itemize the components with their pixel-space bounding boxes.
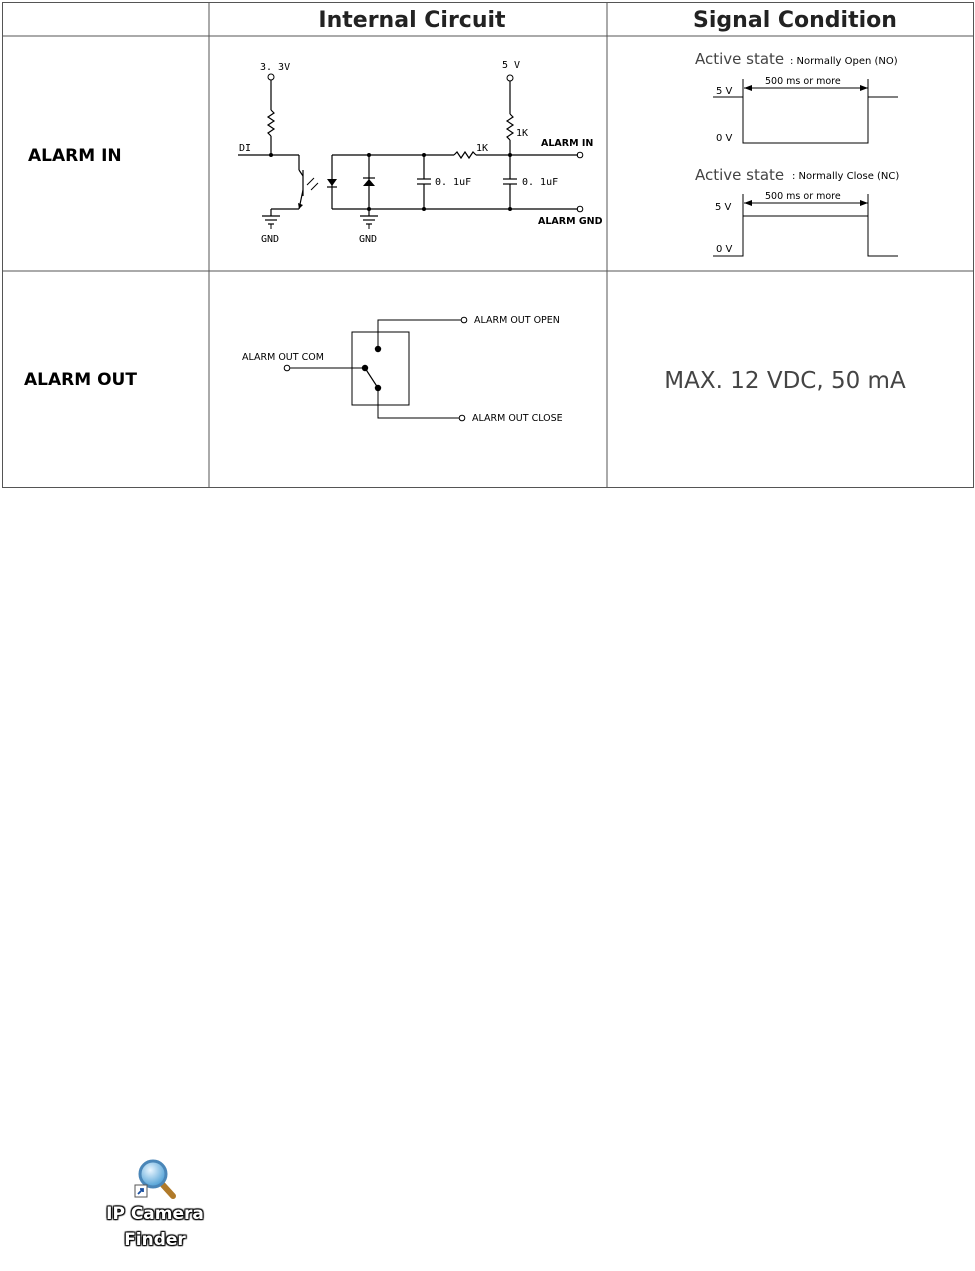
label-alarm-out-com: ALARM OUT COM <box>242 352 324 363</box>
row-label-alarm-in: ALARM IN <box>28 146 122 166</box>
volt-low-no: 0 V <box>716 133 733 144</box>
label-1k-series: 1K <box>476 143 489 154</box>
duration-nc: 500 ms or more <box>765 191 841 202</box>
ip-camera-finder-shortcut[interactable] <box>100 1155 210 1255</box>
label-alarm-out-open: ALARM OUT OPEN <box>474 315 560 326</box>
shortcut-label-line-2: Finder <box>124 1230 186 1250</box>
state-title-nc: Active state <box>695 166 785 184</box>
magnifier-shortcut-icon <box>131 1155 179 1203</box>
alarm-out-circuit-diagram <box>242 315 563 424</box>
header-internal-circuit: Internal Circuit <box>318 8 506 33</box>
duration-no: 500 ms or more <box>765 76 841 87</box>
signal-normally-close <box>695 166 899 256</box>
label-cap-1: 0. 1uF <box>435 177 472 188</box>
alarm-in-circuit-diagram <box>238 60 603 245</box>
label-alarm-gnd-terminal: ALARM GND <box>538 216 603 227</box>
label-gnd-1: GND <box>261 234 280 245</box>
state-mode-nc: : Normally Close (NC) <box>792 171 900 182</box>
label-cap-2: 0. 1uF <box>522 177 559 188</box>
signal-normally-open <box>695 50 898 144</box>
label-gnd-2: GND <box>359 234 378 245</box>
label-3v3: 3. 3V <box>260 62 291 73</box>
volt-low-nc: 0 V <box>716 244 733 255</box>
label-di: DI <box>239 143 252 154</box>
row-label-alarm-out: ALARM OUT <box>24 370 137 390</box>
label-1k-pullup: 1K <box>516 128 529 139</box>
alarm-spec-table <box>2 2 974 488</box>
shortcut-label-line-1: IP Camera <box>106 1204 204 1224</box>
state-mode-no: : Normally Open (NO) <box>790 56 898 67</box>
volt-high-no: 5 V <box>716 86 733 97</box>
label-alarm-in-terminal: ALARM IN <box>541 138 594 149</box>
label-5v: 5 V <box>502 60 521 71</box>
state-title-no: Active state <box>695 50 785 68</box>
header-signal-condition: Signal Condition <box>693 8 897 33</box>
volt-high-nc: 5 V <box>715 202 732 213</box>
label-alarm-out-close: ALARM OUT CLOSE <box>472 413 563 424</box>
alarm-out-spec: MAX. 12 VDC, 50 mA <box>664 368 906 394</box>
